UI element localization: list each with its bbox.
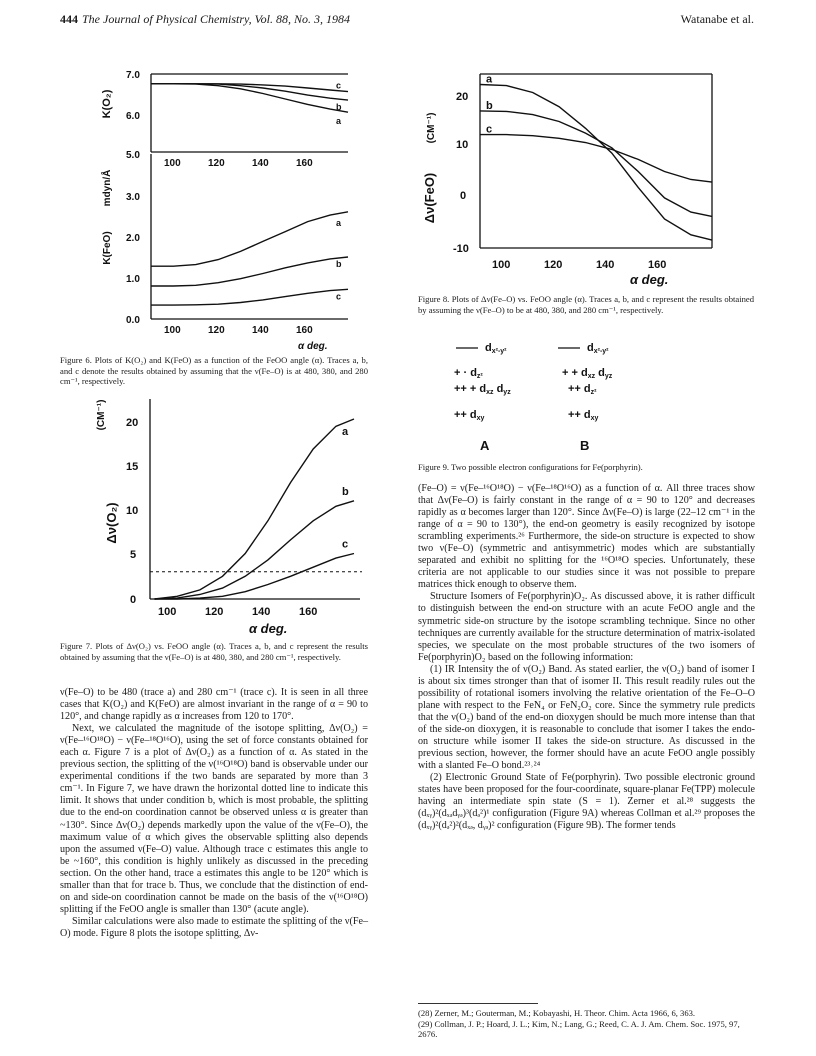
- figure-7: [92, 393, 377, 638]
- fig7-xlabel: α deg.: [249, 621, 288, 636]
- series-label-left-c: c: [486, 123, 493, 136]
- fig8-ytick: -10: [453, 243, 469, 255]
- fig6-top-xtick: 120: [208, 158, 225, 169]
- config-b-label: B: [580, 438, 590, 453]
- journal-title: The Journal of Physical Chemistry, Vol. 88, No. 3, 1984: [82, 12, 350, 26]
- fig8-ytick: 20: [456, 91, 469, 103]
- series-line-a: [480, 85, 712, 241]
- figure-6-svg: [98, 66, 368, 356]
- fig7-curves: [150, 419, 362, 599]
- fig6-bottom-curves: [151, 212, 348, 305]
- series-line-a: [151, 212, 348, 266]
- series-line-a: [151, 84, 348, 112]
- fig7-ylabel: Δν(O₂): [104, 502, 119, 544]
- fig6-bottom-xtick: 140: [252, 325, 269, 336]
- series-label-a: a: [336, 217, 342, 228]
- fig8-xtick: 120: [544, 259, 563, 271]
- orbital-b-dxz: + + dxz dyz: [562, 367, 613, 380]
- series-label-left-b: b: [486, 99, 493, 112]
- paragraph: (Fe–O) = ν(Fe–¹⁶O¹⁸O) − ν(Fe–¹⁸O¹⁶O) as a function of α. All three traces show that Δν(Fe–O) is fairly constant in the range of α = 90 to 120° and decreases rapidly as α becomes larger than 120°. Since Δν(Fe–O) is large (22–12 cm⁻¹ in the range of α = 90 to 130°), the end-on geometry is easily recognized by isotope scrambling experiments.²⁶ Furthermore, the side-on structure is expected to show two ν(Fe–O) (symmetric and antisymmetric) modes which are substantially separated and exhibit no splitting for the ¹⁶O¹⁸O species. Unfortunately, these criteria are not applicable to our studies since it was not possible to prepare matrices thick enough to observe them.: [418, 483, 755, 591]
- paragraph: Similar calculations were also made to estimate the splitting of the ν(Fe–O) mode. Figure 8 plots the isotope splitting, Δν-: [60, 915, 368, 939]
- paragraph: Structure Isomers of Fe(porphyrin)O₂. As discussed above, it is rather difficult to distinguish between the end-on structure with an acute FeOO angle and the symmetric side-on structure by the isotope scrambling technique. Since no other techniques are currently available for the structure determination of matrix-isolated species, we speculate on the most probable structures of the two isomers of Fe(porphyrin)O₂ based on the following information:: [418, 591, 755, 663]
- fig6-ytick: 5.0: [126, 150, 140, 161]
- fig8-xtick: 140: [596, 259, 615, 271]
- series-line-b: [151, 84, 348, 100]
- paragraph: (1) IR Intensity the of ν(O₂) Band. As stated earlier, the ν(O₂) band of isomer I is about six times stronger than that of isomer II. This result readily rules out the possibility of rotational isomers involving the relative orientation of the Fe–O–O plane with respect to the FeN₄ or FeN₂O₂ core. Since the symmetry rule predicts that the ν(O₂) band of the end-on dioxygen should be much more intense than that of the side-on dioxygen, it is reasonable to conclude that isomer I takes the endo-on structure while isomer II takes the side-on structure. As discussed in the previous section, however, the former should have an acute FeOO angle possibly with a slanted Fe–O bond.²³˒²⁴: [418, 663, 755, 772]
- series-line-b: [480, 111, 712, 216]
- series-line-c: [480, 135, 712, 183]
- footnotes: [418, 1008, 755, 1040]
- fig7-ytick: 10: [126, 505, 139, 517]
- fig6-top-xtick: 140: [252, 158, 269, 169]
- fig8-ylabel: Δν(FeO): [422, 172, 437, 224]
- series-label-c: c: [342, 538, 349, 551]
- orbital-label-b1: dx²-y²: [587, 342, 609, 355]
- footnote: (29) Collman, J. P.; Hoard, J. L.; Kim, N.; Lang, G.; Reed, C. A. J. Am. Chem. Soc. 1975, 97, 2676.: [418, 1018, 740, 1039]
- figure-9-caption: Figure 9. Two possible electron configurations for Fe(porphyrin).: [418, 462, 643, 472]
- fig7-xtick: 140: [252, 606, 271, 618]
- orbital-b-dxy: ++ dxy: [568, 409, 599, 422]
- fig7-ytick: 5: [130, 549, 137, 561]
- fig6-bottom-xtick: 160: [296, 325, 313, 336]
- fig7-ytick: 0: [130, 594, 137, 606]
- fig6-top-ylabel: K(O₂): [101, 89, 113, 119]
- series-line-b: [151, 257, 348, 286]
- fig7-xtick: 120: [205, 606, 224, 618]
- fig6-ytick: 1.0: [126, 274, 140, 285]
- paragraph: ν(Fe–O) to be 480 (trace a) and 280 cm⁻¹ (trace c). It is seen in all three cases that K(O₂) and K(FeO) are almost invariant in the range of α = 90 to 120°, and change rapidly as α increases from 120 to 170°.: [60, 687, 368, 723]
- series-label-c: c: [336, 80, 342, 91]
- fig8-curves: [480, 74, 712, 241]
- paragraph: (2) Electronic Ground State of Fe(porphyrin). Two possible electronic ground states have been proposed for the four-coordinate, square-planar Fe(TPP) molecule having an intermediate spin state (S = 1). Zerner et al.²⁸ suggests the (dₓᵧ)²(dₓₔdᵧₔ)³(dₔ²)¹ configuration (Figure 9A) whereas Collman et al.²⁹ proposes the (dₓᵧ)²(dₔ²)²(dₓₔ, dᵧₔ)² configuration (Figure 9B). The former tends: [418, 772, 755, 832]
- fig6-ytick: 3.0: [126, 192, 140, 203]
- fig8-xtick: 160: [648, 259, 667, 271]
- orbital-a-dz2: + · dz²: [454, 367, 483, 380]
- orbital-a-dxy: ++ dxy: [454, 409, 485, 422]
- fig8-xtick: 100: [492, 259, 511, 271]
- series-label-a: a: [342, 426, 349, 438]
- paragraph: Next, we calculated the magnitude of the isotope splitting, Δν(O₂) = ν(Fe–¹⁶O¹⁸O) − ν(Fe–¹⁸O¹⁶O), using the set of force constants obtained for each α. Figure 7 is a plot of Δν(O₂) as a function of α. As stated in the previous section, the splitting of the ν(¹⁶O¹⁸O) band is observable under our experimental conditions if the two bands are separated by more than 3 cm⁻¹. In Figure 7, we have drawn the horizontal dotted line to indicate this limit. It shows that under condition b, which is most probable, the splitting due to the end-on coordination cannot be observed unless α is greater than ~130°. Since Δν(O₂) depends markedly upon the value of the ν(Fe–O), the maximum value of α which gives the observable splitting also depends upon the assumed ν(Fe–O) value. Although trace c estimates this angle to be ~160°, this condition is highly unlikely as discussed in the preceding section. On the other hand, trace a estimates this angle to be 120° which is smaller than that for trace b. Thus, we conclude that the distinction of end-on and side-on coordination cannot be made on the basis of the ν(¹⁶O¹⁸O) splitting if the FeOO angle is smaller than 130° (acute angle).: [60, 723, 368, 915]
- fig6-bottom-xtick: 120: [208, 325, 225, 336]
- fig7-xtick: 100: [158, 606, 177, 618]
- series-label-c: c: [336, 291, 342, 302]
- fig6-top-xtick: 100: [164, 158, 181, 169]
- series-line-c: [155, 554, 355, 600]
- figure-9-svg: [450, 340, 710, 455]
- series-line-b: [155, 501, 355, 599]
- fig6-ytick: 2.0: [126, 233, 140, 244]
- figure-8: [420, 68, 720, 290]
- fig7-ytick: 20: [126, 417, 139, 429]
- fig6-bottom-xtick: 100: [164, 325, 181, 336]
- fig8-xlabel: α deg.: [630, 272, 669, 287]
- series-label-a: a: [336, 116, 342, 127]
- fig6-top-xtick: 160: [296, 158, 313, 169]
- fig6-bottom-yunit: mdyn/Å: [102, 169, 113, 207]
- fig6-ytick: 7.0: [126, 70, 140, 81]
- fig8-ytick: 0: [460, 190, 467, 202]
- right-column: [418, 483, 755, 832]
- figure-6-caption: Figure 6. Plots of K(O₂) and K(FeO) as a function of the FeOO angle (α). Traces a, b, and c denote the results obtained by assuming that the ν(Fe–O) is at 480, 380, and 280 cm⁻¹, respectively.: [60, 355, 368, 387]
- fig6-ytick: 6.0: [126, 111, 140, 122]
- series-label-left-a: a: [486, 73, 493, 86]
- config-a-label: A: [480, 438, 490, 453]
- figure-7-caption: Figure 7. Plots of Δν(O₂) vs. FeOO angle (α). Traces a, b, and c represent the results obtained by assuming that the ν(Fe–O) is at 480, 380, and 280 cm⁻¹, respectively.: [60, 641, 368, 662]
- fig6-top-curves: [151, 81, 348, 127]
- series-label-b: b: [336, 259, 342, 269]
- fig6-bottom-ylabel: K(FeO): [102, 231, 113, 265]
- fig6-xlabel: α deg.: [298, 341, 328, 352]
- fig8-yunit: (CM⁻¹): [426, 112, 437, 144]
- figure-8-caption: Figure 8. Plots of Δν(Fe–O) vs. FeOO angle (α). Traces a, b, and c represent the results obtained by assuming the ν(Fe–O) to be at 480, 380, and 280 cm⁻¹, respectively.: [418, 294, 754, 315]
- footnote-rule: [418, 1003, 538, 1004]
- figure-6: [98, 66, 368, 356]
- footnote: (28) Zerner, M.; Gouterman, M.; Kobayashi, H. Theor. Chim. Acta 1966, 6, 363.: [418, 1008, 696, 1018]
- series-label-b: b: [336, 102, 342, 113]
- fig7-ytick: 15: [126, 461, 139, 473]
- page-number: 444: [60, 12, 78, 26]
- orbital-a-dxz: ++ + dxz dyz: [454, 383, 511, 396]
- figure-7-svg: [92, 393, 377, 638]
- left-column: [60, 687, 368, 940]
- orbital-b-dz2: ++ dz²: [568, 383, 597, 396]
- fig7-yunit: (CM⁻¹): [96, 399, 107, 431]
- figure-9: [450, 340, 710, 455]
- figure-8-svg: [420, 68, 720, 290]
- fig8-ytick: 10: [456, 139, 469, 151]
- orbital-label-a1: dx²-y²: [485, 342, 507, 355]
- fig6-ytick: 0.0: [126, 315, 140, 326]
- fig7-xtick: 160: [299, 606, 318, 618]
- authors: Watanabe et al.: [680, 12, 754, 26]
- series-label-b: b: [342, 485, 349, 498]
- series-line-c: [151, 289, 348, 305]
